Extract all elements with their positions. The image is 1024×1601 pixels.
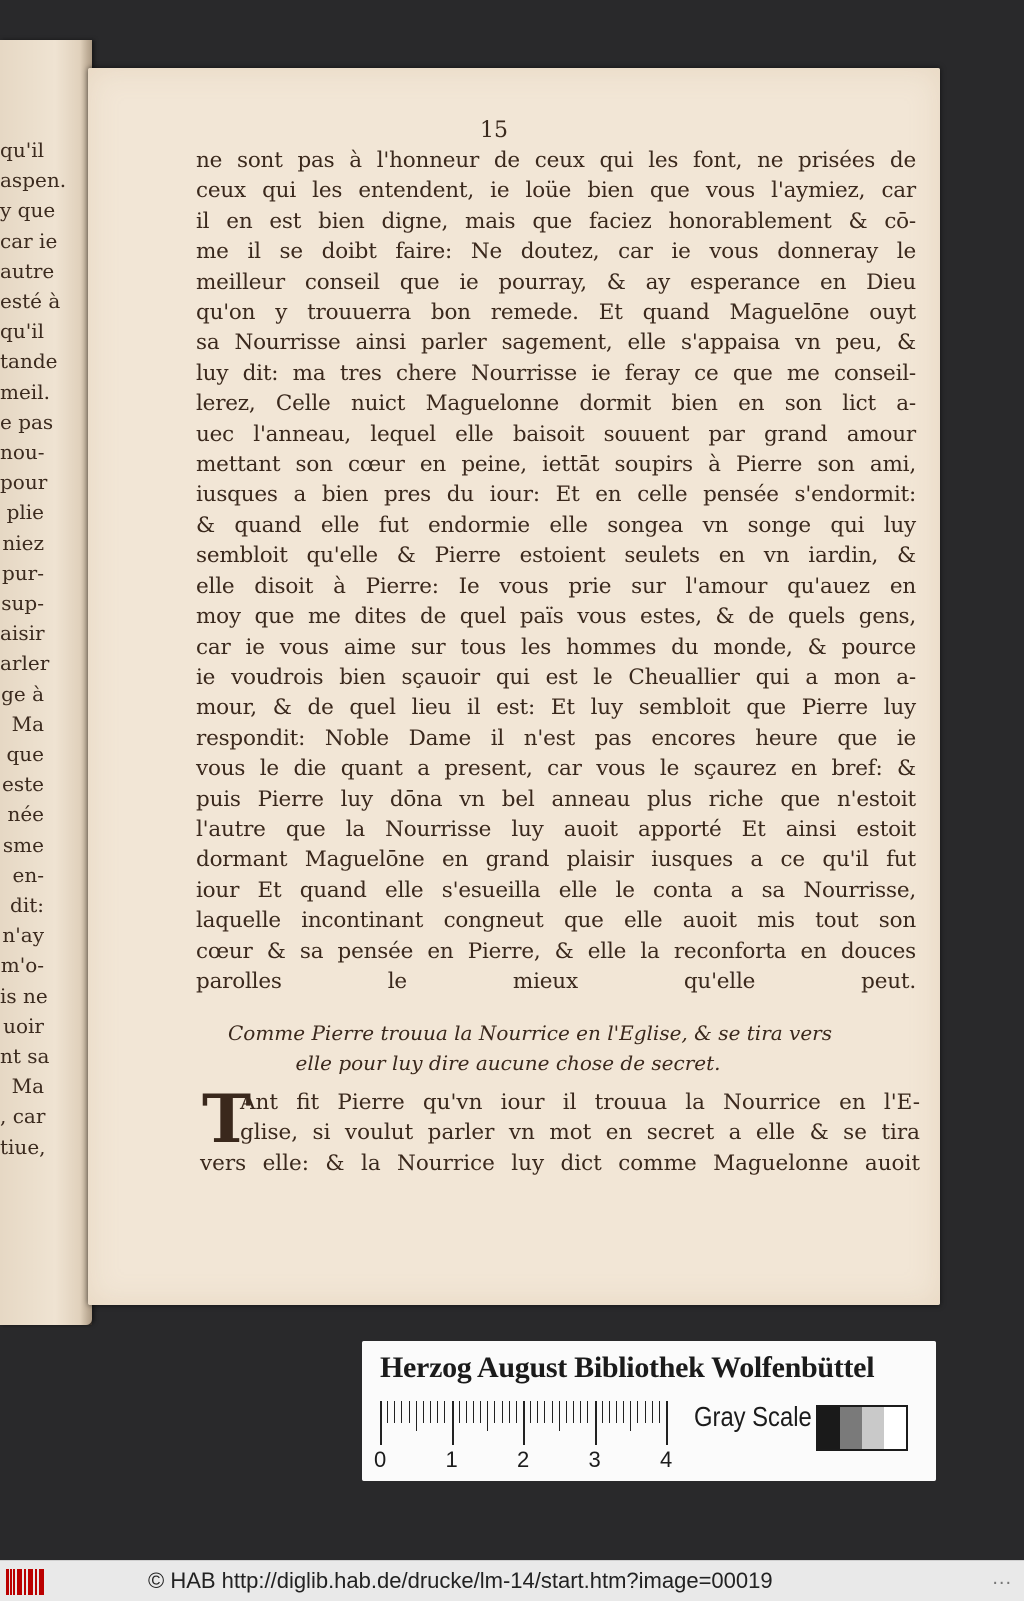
left-page-fragment: qu'il [0,138,44,162]
ruler-tick [630,1401,631,1431]
left-page-fragment: ge à [1,681,44,706]
ruler-tick [473,1401,474,1423]
text-line: elle pour luy dire aucune chose de secret. [295,1051,721,1075]
logo-bar [10,1569,12,1595]
left-page-fragment: Ma [11,711,44,736]
ruler-tick [487,1401,488,1431]
text-line: mettant son cœur en peine, iettāt soupirs à Pierre son ami, [196,452,916,478]
left-page-fragment: aisir [0,621,45,646]
ruler-tick [380,1401,382,1445]
left-page-fragment: e pas [0,409,54,434]
ruler-label: 0 [374,1447,387,1472]
text-line: sa Nourrisse ainsi parler sagement, elle s'appaisa vn peu, & [196,330,916,356]
hab-logo-icon [6,1569,46,1595]
left-page-fragment: sup- [1,591,44,615]
text-line: dormant Maguelōne en grand plaisir iusques a ce qu'il fut [196,847,916,873]
text-line: Ant fit Pierre qu'vn iour il trouua la Nourrice en l'E- [240,1090,920,1115]
logo-bar [24,1569,26,1595]
page-number: 15 [480,118,508,143]
ruler-tick [609,1401,610,1423]
ruler-tick [559,1401,560,1431]
text-line: glise, si voulut parler vn mot en secret a elle & se tira [240,1120,920,1146]
ruler-tick [387,1401,388,1423]
ruler-tick [502,1401,503,1423]
left-page-fragment: née [7,802,44,827]
drop-cap: T [202,1080,252,1158]
ruler-tick [423,1401,424,1423]
ruler-tick [480,1401,481,1423]
ruler-tick [637,1401,638,1423]
text-line: respondit: Noble Dame il n'est pas encores heure que ie [196,725,916,751]
text-line: l'autre que la Nourrisse luy auoit apporté Et ainsi estoit [196,816,916,842]
text-line: car ie vous aime sur tous les hommes du monde, & pource [196,634,916,660]
text-line: lerez, Celle nuict Maguelonne dormit bien en son lict a- [196,391,916,417]
text-line: laquelle incontinant congneut que elle auoit mis tout son [196,908,916,934]
ruler-tick [437,1401,438,1423]
right-page [88,68,940,1305]
ruler-tick [602,1401,603,1423]
text-line: luy dit: ma tres chere Nourrisse ie feray ce que me conseil- [196,360,916,386]
gray-scale-frame [816,1405,908,1451]
text-line: uec l'anneau, lequel elle baisoit souuent par grand amour [196,421,916,447]
left-page-fragment: car ie [0,228,58,253]
left-page-fragment: en- [12,862,44,887]
ruler-tick [537,1401,538,1423]
ruler-tick [430,1401,431,1423]
left-page-fragment: aspen. [0,168,67,193]
ruler-tick [444,1401,445,1423]
left-page-fragment: tiue, [0,1134,46,1159]
logo-bar [31,1569,33,1595]
ruler-tick [616,1401,617,1423]
section-text [200,1080,920,1179]
text-line: iusques a bien pres du iour: Et en celle pensée s'endormit: [196,482,916,508]
ruler-tick [516,1401,517,1423]
ruler-label: 1 [445,1447,458,1472]
ruler-tick [459,1401,460,1423]
ruler-label: 4 [660,1447,673,1472]
left-page-fragment: tande [0,349,58,374]
ruler-label: 3 [588,1447,601,1472]
ruler-tick [530,1401,531,1423]
ruler-tick [573,1401,574,1423]
left-page-fragment: arler [0,651,50,676]
footer-source-text: © HAB http://diglib.hab.de/drucke/lm-14/start.htm?image=00019 [148,1568,773,1593]
logo-bar [6,1569,9,1595]
text-line: ceux qui les entendent, ie loüe bien que vous l'aymiez, car [196,178,916,204]
ruler-label: 2 [517,1447,530,1472]
left-page-fragment: nou- [0,440,45,464]
ruler-tick [544,1401,545,1423]
left-page-fragment: este [2,772,44,797]
text-line: meilleur conseil que ie pourray, & ay esperance en Dieu [196,269,916,295]
left-page-fragment: Ma [11,1074,44,1099]
text-line: parolles le mieux qu'elle peut. [196,968,916,994]
ruler-tick [409,1401,410,1423]
ruler-tick [509,1401,510,1423]
text-line: ne sont pas à l'honneur de ceux qui les font, ne prisées de [196,148,916,173]
ruler-tick [652,1401,653,1423]
ruler-tick [552,1401,553,1423]
text-line: il en est bien digne, mais que faciez honorablement & cō- [196,208,916,234]
logo-bar [13,1569,15,1595]
ruler-tick [580,1401,581,1423]
ruler-tick [659,1401,660,1423]
ruler-tick [394,1401,395,1423]
logo-bar [35,1569,37,1595]
left-page-fragment: is ne [0,983,48,1008]
left-page-fragment: esté à [0,289,61,313]
text-line: vers elle: & la Nourrice luy dict comme Maguelonne auoit [200,1150,920,1176]
body-text [196,146,916,997]
left-page-fragment: uoir [3,1013,44,1038]
ruler-tick [666,1401,668,1445]
left-page-fragment: n'ay [2,923,44,948]
left-page-fragment: , car [0,1104,46,1129]
ruler-tick [623,1401,624,1423]
left-page-fragment: plie [6,500,44,525]
footer-bar [0,1560,1024,1601]
gray-scale-label: Gray Scale [694,1401,812,1432]
ruler-tick [401,1401,402,1423]
card-title: Herzog August Bibliothek Wolfenbüttel [380,1351,875,1384]
ruler-tick [416,1401,417,1431]
text-line: vous le die quant a present, car vous le sçaurez en bref: & [196,756,916,782]
text-line: ie voudrois bien sçauoir qui est le Cheuallier qui a mon a- [196,664,916,690]
text-line: & quand elle fut endormie elle songea vn songe qui luy [196,512,916,538]
left-page-fragment: meil. [0,379,50,404]
ruler-tick [587,1401,588,1423]
ruler-tick [466,1401,467,1423]
chapter-heading [228,1018,832,1078]
ruler-tick [645,1401,646,1423]
text-line: moy que me dites de quel païs vous estes, & de quels gens, [196,604,916,630]
text-line: puis Pierre luy dōna vn bel anneau plus riche que n'estoit [196,786,916,812]
left-page-fragment: autre [0,258,55,283]
more-icon[interactable]: ... [992,1567,1012,1589]
text-line: qu'on y trouuerra bon remede. Et quand Maguelōne ouyt [196,300,916,326]
text-line: Comme Pierre trouua la Nourrice en l'Eglise, & se tira vers [228,1021,832,1045]
logo-bar [20,1569,22,1595]
left-page-fragment: sme [2,832,44,857]
color-reference-card [362,1341,936,1481]
ruler-tick [523,1401,525,1445]
left-page-fragment: pur- [1,560,44,585]
left-page-fragment: que [6,742,44,766]
text-line: me il se doibt faire: Ne doutez, car ie vous donneray le [196,239,916,265]
ruler-tick [566,1401,567,1423]
left-page-fragment: m'o- [0,953,44,978]
left-page-fragment: qu'il [0,319,44,344]
ruler-tick [452,1401,454,1445]
ruler-tick [595,1401,597,1445]
left-page-fragment: y que [0,198,56,223]
text-line: sembloit qu'elle & Pierre estoient seulets en vn iardin, & [196,543,916,569]
left-page-fragment: niez [2,530,44,555]
text-line: elle disoit à Pierre: Ie vous prie sur l'amour qu'auez en [196,573,916,599]
text-line: cœur & sa pensée en Pierre, & elle la reconforta en douces [196,938,916,964]
text-line: mour, & de quel lieu il est: Et luy sembloit que Pierre luy [196,695,916,721]
left-page-fragment: nt sa [0,1044,50,1068]
scale-ruler [374,1401,690,1472]
left-page-fragment: dit: [10,893,44,917]
left-page [0,40,92,1325]
logo-bar [42,1569,44,1595]
ruler-tick [494,1401,495,1423]
text-line: iour Et quand elle s'esueilla elle le conta a sa Nourrisse, [196,877,916,903]
left-page-fragment: pour [0,470,48,495]
